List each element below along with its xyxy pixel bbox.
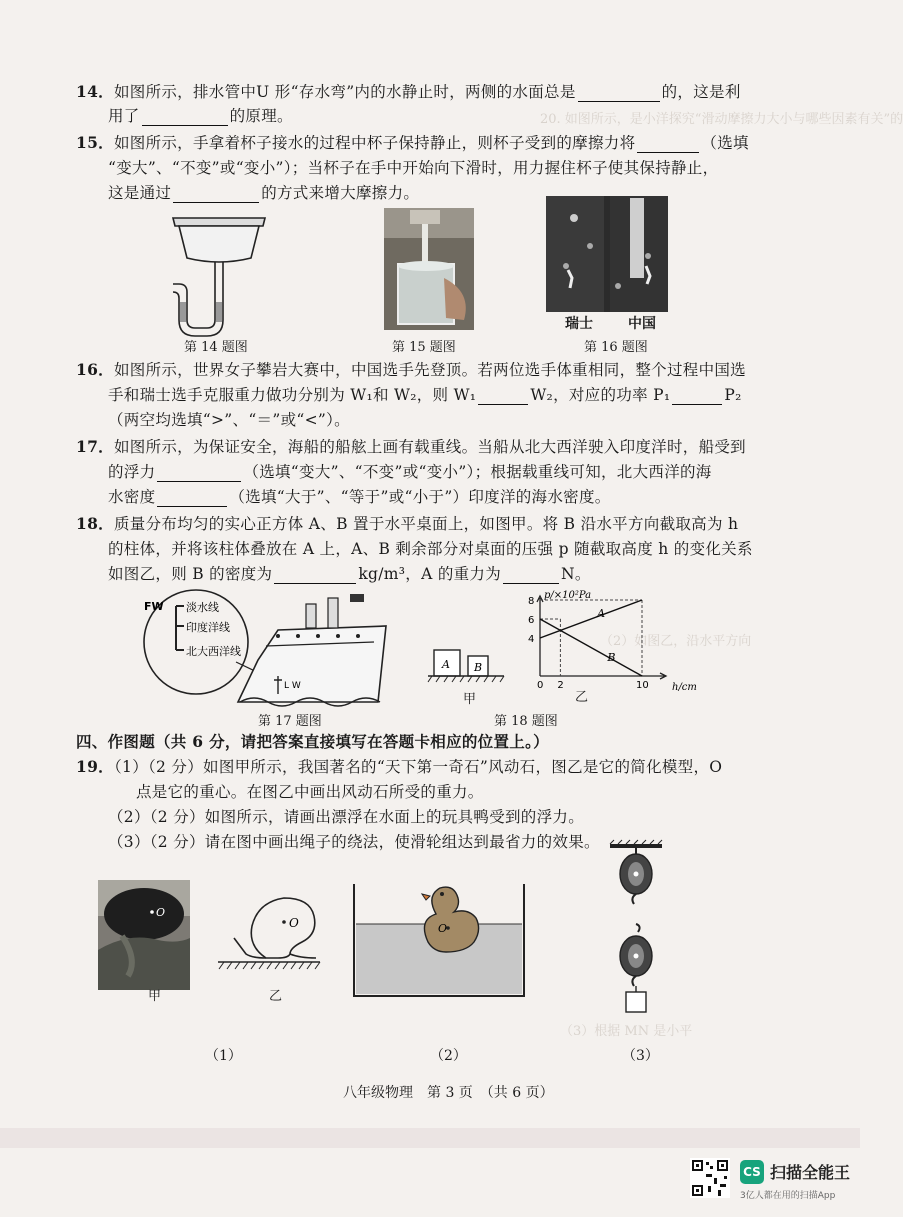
scanner-tagline: 3亿人都在用的扫描App — [740, 1191, 836, 1201]
figure-15-caption: 第 15 题图 — [392, 340, 456, 355]
answer-blank — [157, 466, 241, 482]
label-fw: FW — [144, 600, 164, 613]
figure-17-ship — [128, 590, 390, 708]
figure-18-yi-label: 乙 — [575, 690, 589, 705]
bleed-text: （2）如图乙，沿水平方向 — [600, 634, 752, 649]
question-15-line2: “变大”、“不变”或“变小”）；当杯子在手中开始向下滑时，用力握住杯子使其保持静止， — [108, 159, 719, 177]
question-number: 14． — [76, 82, 114, 101]
question-number: 18． — [76, 514, 114, 533]
page-footer: 八年级物理 第 3 页 （共 6 页） — [343, 1085, 554, 1101]
figure-19-1-yi-label: 乙 — [269, 989, 283, 1004]
y-tick-label: 8 — [528, 596, 535, 607]
answer-blank — [503, 568, 559, 584]
question-18-line3: 如图乙，则 B 的密度为 kg/m³，A 的重力为 N。 — [108, 565, 591, 583]
question-14-line2: 用了 的原理。 — [108, 107, 293, 125]
figure-19-2-beaker — [350, 880, 528, 998]
line-b-label: B — [607, 650, 616, 664]
figure-14-caption: 第 14 题图 — [184, 340, 248, 355]
answer-blank — [672, 389, 722, 405]
block-b-label: B — [474, 661, 483, 674]
figure-19-1-model — [218, 888, 328, 984]
line-a-label: A — [597, 607, 606, 621]
section-4-heading: 四、作图题（共 6 分，请把答案直接填写在答题卡相应的位置上。） — [76, 732, 549, 751]
question-number: 19． — [76, 757, 114, 776]
figure-18-caption: 第 18 题图 — [494, 714, 558, 729]
answer-blank — [274, 568, 356, 584]
x-tick-label: 0 — [537, 680, 544, 691]
figure-15-photo — [384, 208, 474, 330]
figure-19-caption-1: （1） — [205, 1048, 242, 1064]
question-number: 16． — [76, 360, 114, 379]
question-15-line1: 15．如图所示，手拿着杯子接水的过程中杯子保持静止，则杯子受到的摩擦力将 （选填 — [76, 133, 749, 152]
series-line-b — [540, 619, 642, 676]
center-of-gravity-label: O — [438, 922, 448, 935]
bleed-text: 20. 如图所示，是小洋探究“滑动摩擦力大小与哪些因素有关”的 — [540, 112, 903, 127]
graph-plot — [528, 590, 697, 693]
bleed-text: （3）根据 MN 是小平 — [560, 1024, 693, 1039]
answer-blank — [157, 491, 227, 507]
question-16-line3: （两空均选填“>”、“＝”或“<”）。 — [108, 411, 350, 429]
figure-16-label-swiss: 瑞士 — [565, 316, 593, 332]
question-15-line3: 这是通过 的方式来增大摩擦力。 — [108, 184, 420, 202]
scanner-name: 扫描全能王 — [770, 1163, 851, 1182]
figure-14-sink-trap — [165, 210, 275, 332]
question-17-line2: 的浮力 （选填“变大”、“不变”或“变小”）；根据载重线可知，北大西洋的海 — [108, 463, 712, 481]
question-16-line1: 16．如图所示，世界女子攀岩大赛中，中国选手先登顶。若两位选手体重相同，整个过程中国选 — [76, 360, 746, 379]
figure-18-graph — [512, 590, 712, 694]
figure-18-jia-label: 甲 — [463, 692, 477, 707]
figure-16-caption: 第 16 题图 — [584, 340, 648, 355]
answer-blank — [578, 86, 660, 102]
figure-16-label-china: 中国 — [628, 316, 656, 332]
label-lw: L W — [284, 681, 301, 691]
figure-19-1-photo — [98, 880, 190, 990]
question-14-line1: 14．如图所示，排水管中U 形“存水弯”内的水静止时，两侧的水面总是 的，这是利 — [76, 82, 741, 101]
figure-16-photo — [546, 196, 668, 312]
figure-18-blocks — [428, 644, 508, 684]
question-18-line2: 的柱体，并将该柱体叠放在 A 上，A、B 剩余部分对桌面的压强 p 随截取高度 h 的变化关系 — [108, 540, 753, 558]
label-freshwater-line: 淡水线 — [186, 601, 219, 614]
center-of-gravity-label: O — [156, 906, 166, 919]
answer-blank — [173, 187, 259, 203]
answer-blank — [478, 389, 528, 405]
question-17-line1: 17．如图所示，为保证安全，海船的船舷上画有载重线。当船从北大西洋驶入印度洋时，船受到 — [76, 437, 746, 456]
question-19-part2: （2）（2 分）如图所示，请画出漂浮在水面上的玩具鸭受到的浮力。 — [108, 808, 585, 826]
question-17-line3: 水密度 （选填“大于”、“等于”或“小于”）印度洋的海水密度。 — [108, 488, 611, 506]
y-tick-label: 6 — [528, 615, 535, 626]
y-tick-label: 4 — [528, 634, 535, 645]
figure-19-3-pulleys — [606, 840, 666, 1020]
figure-19-1-jia-label: 甲 — [148, 989, 162, 1004]
question-16-line2: 手和瑞士选手克服重力做功分别为 W₁和 W₂，则 W₁ W₂，对应的功率 P₁ P₂ — [108, 386, 742, 404]
label-indian-ocean-line: 印度洋线 — [186, 621, 230, 634]
x-tick-label: 2 — [557, 680, 564, 691]
question-19-part1-line2: 点是它的重心。在图乙中画出风动石所受的重力。 — [136, 783, 484, 801]
x-axis-label: h/cm — [672, 682, 697, 693]
x-tick-label: 10 — [636, 680, 649, 691]
scan-band — [0, 1128, 860, 1148]
figure-19-caption-2: （2） — [430, 1048, 467, 1064]
qr-code-icon — [690, 1158, 730, 1198]
figure-19-caption-3: （3） — [622, 1048, 659, 1064]
label-north-atlantic-line: 北大西洋线 — [186, 645, 241, 658]
answer-blank — [637, 137, 699, 153]
block-a-label: A — [442, 658, 450, 671]
question-19-part3: （3）（2 分）请在图中画出绳子的绕法，使滑轮组达到最省力的效果。 — [108, 833, 600, 851]
question-18-line1: 18．质量分布均匀的实心正方体 A、B 置于水平桌面上，如图甲。将 B 沿水平方向截取高为 h — [76, 514, 739, 533]
question-number: 17． — [76, 437, 114, 456]
figure-17-caption: 第 17 题图 — [258, 714, 322, 729]
y-axis-label: p/×10²Pa — [544, 590, 592, 601]
answer-blank — [142, 110, 228, 126]
question-number: 15． — [76, 133, 114, 152]
scanner-logo: CS — [740, 1160, 764, 1184]
question-19-part1-line1: 19．（1）（2 分）如图甲所示，我国著名的“天下第一奇石”风动石，图乙是它的简化模型，O — [76, 757, 723, 776]
center-of-gravity-label: O — [289, 916, 299, 930]
